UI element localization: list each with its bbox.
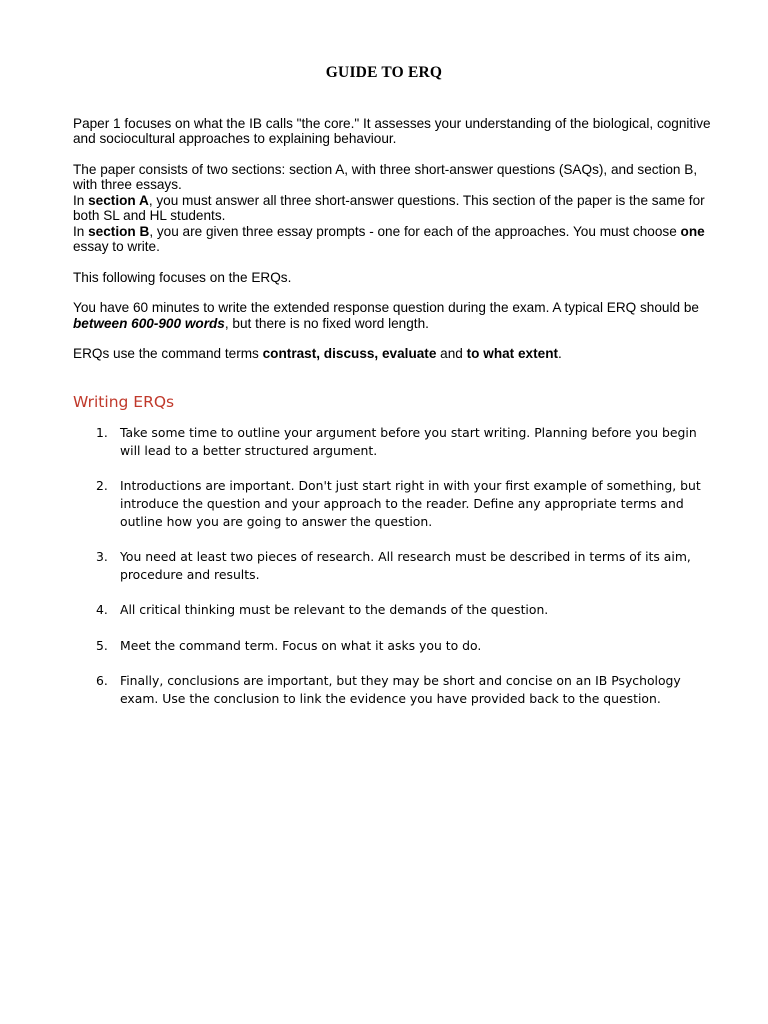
intro-paragraph-core: Paper 1 focuses on what the IB calls "the core." It assesses your understanding of the biological, cognitive and sociocultural approaches to explaining behaviour.: [73, 116, 711, 147]
list-item: [73, 637, 703, 655]
command-term-extent: to what extent: [466, 346, 559, 362]
intro-paragraph-focus: This following focuses on the ERQs.: [73, 269, 292, 285]
text-fragment: , but there is no fixed word length.: [224, 315, 429, 331]
section-b-term: section B: [88, 223, 150, 239]
intro-paragraph-section-b: [73, 224, 713, 255]
intro-section: [73, 116, 713, 377]
list-item-text: Introductions are important. Don't just start right in with your first example of something, but introduce the question and your approach to the reader. Define any appropriate terms and outline how you are going to answer the question.: [120, 478, 701, 529]
intro-paragraph-time: [73, 300, 713, 331]
list-item: [73, 477, 703, 530]
text-fragment: , you must answer all three short-answer questions. This section of the paper is the same for both SL and HL students.: [73, 192, 705, 224]
writing-steps-list: [73, 424, 703, 725]
text-fragment: and: [436, 346, 467, 362]
list-item-number: 2.: [96, 478, 108, 494]
word-count-term: between 600-900 words: [73, 315, 225, 331]
list-item: [73, 548, 703, 584]
document-title: GUIDE TO ERQ: [325, 64, 443, 81]
text-fragment: You have 60 minutes to write the extended response question during the exam. A typical ERQ should be: [73, 300, 699, 316]
one-term: one: [680, 223, 705, 239]
text-fragment: ERQs use the command terms: [73, 346, 263, 362]
list-item: [73, 424, 703, 460]
list-item-number: 1.: [96, 425, 108, 440]
section-a-term: section A: [88, 192, 149, 208]
text-fragment: In: [73, 192, 89, 208]
text-fragment: In: [73, 223, 89, 239]
list-item-text: Meet the command term. Focus on what it asks you to do.: [120, 637, 482, 653]
list-item-number: 4.: [96, 602, 108, 618]
section-heading-writing-erqs: Writing ERQs: [73, 393, 175, 411]
text-fragment: essay to write.: [73, 239, 160, 255]
intro-paragraph-command-terms: [73, 346, 713, 361]
list-item: [73, 672, 703, 708]
list-item-text: Finally, conclusions are important, but they may be short and concise on an IB Psychology exam. Use the conclusion to link the evidence you have provided back to the question.: [120, 673, 681, 706]
list-item: [73, 601, 703, 619]
list-item-text: All critical thinking must be relevant to the demands of the question.: [120, 602, 549, 618]
list-item-number: 6.: [96, 673, 108, 689]
intro-paragraph-sections: The paper consists of two sections: section A, with three short-answer questions (SAQs), and section B, with three essays.: [73, 162, 698, 193]
text-fragment: .: [558, 346, 562, 362]
list-item-text: Take some time to outline your argument before you start writing. Planning before you begin will lead to a better structured argument.: [120, 425, 697, 458]
text-fragment: , you are given three essay prompts - one for each of the approaches. You must choose: [149, 223, 681, 239]
list-item-number: 3.: [96, 549, 108, 565]
list-item-text: You need at least two pieces of research. All research must be described in terms of its aim, procedure and results.: [120, 549, 691, 582]
command-terms-list: contrast, discuss, evaluate: [262, 346, 437, 362]
intro-paragraph-section-a: [73, 193, 713, 224]
list-item-number: 5.: [96, 637, 108, 653]
